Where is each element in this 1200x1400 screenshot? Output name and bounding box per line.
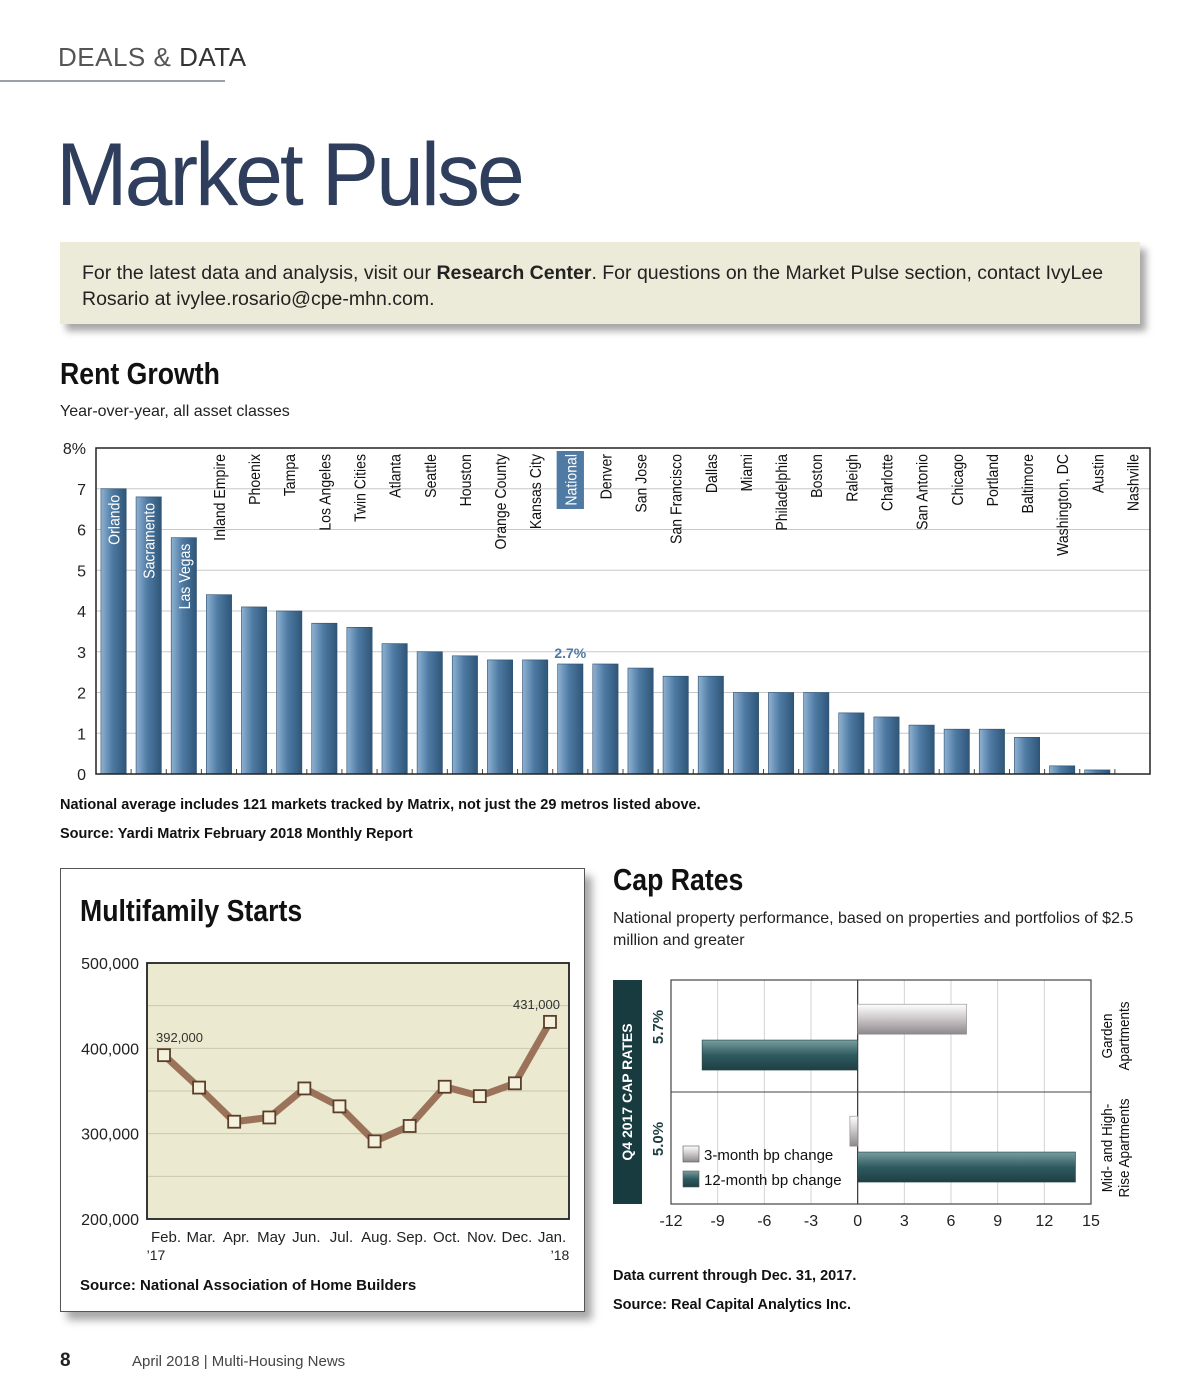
rent-bar [206,595,231,774]
rent-bar [1014,737,1039,774]
rent-bar [277,611,302,774]
rent-category-label: Inland Empire [211,454,230,541]
cap-side-label: Q4 2017 CAP RATES [619,1023,635,1161]
starts-point [439,1081,451,1093]
cap-bar [702,1040,858,1070]
rent-y-tick: 8% [62,441,86,458]
rent-category-label: Houston [457,454,476,507]
cap-rates-note: Data current through Dec. 31, 2017. [613,1268,857,1284]
section-label-deals: DEALS [58,42,146,72]
cap-category-label: Rise Apartments [1116,1098,1134,1198]
starts-y-tick: 300,000 [81,1126,139,1144]
rent-category-label: San Antonio [913,454,932,530]
rent-bar [804,693,829,775]
footer-issue: April 2018 | Multi-Housing News [132,1353,346,1370]
rent-category-label: Boston [808,454,827,498]
section-label-data: DATA [179,42,247,72]
info-text-before: For the latest data and analysis, visit our [82,262,437,284]
starts-y-tick: 200,000 [81,1212,139,1229]
cap-rates-chart [610,970,1170,1240]
starts-x-label: Nov. [466,1229,497,1246]
rent-bar [874,717,899,774]
starts-point [404,1120,416,1132]
cap-bar [858,1004,967,1034]
rent-bar [347,627,372,774]
starts-x-label: Oct. [432,1229,461,1246]
starts-x-label: May [257,1229,286,1246]
rent-category-label: San Jose [632,454,651,513]
starts-x-label: Mar. [186,1229,216,1246]
rent-bar [979,729,1004,774]
starts-x-label: Aug. [361,1229,392,1246]
starts-point [474,1090,486,1102]
section-label-amp: & [153,42,172,72]
cap-category-rate: 5.0% [650,1121,667,1157]
section-divider [0,80,225,82]
cap-legend-swatch [683,1171,699,1187]
rent-bar [487,660,512,774]
info-text [82,260,1127,312]
starts-point-label: 392,000 [156,1030,203,1046]
national-value-annotation: 2.7% [554,644,587,661]
starts-point [369,1135,381,1147]
multifamily-starts-panel [60,868,585,1312]
rent-growth-source: Source: Yardi Matrix February 2018 Monthly Report [60,826,413,842]
cap-legend-label: 3-month bp change [704,1147,834,1164]
starts-point [509,1077,521,1089]
rent-growth-title: Rent Growth [60,356,220,391]
rent-bar [698,676,723,774]
cap-x-tick: -12 [659,1213,683,1230]
cap-x-tick: 9 [993,1213,1003,1230]
rent-category-label: Portland [984,454,1003,507]
cap-category-label: Garden [1099,1013,1117,1059]
starts-point [298,1082,310,1094]
starts-x-year: ’17 [146,1247,166,1263]
rent-y-tick: 6 [77,522,86,540]
rent-category-label: San Francisco [667,454,686,544]
cap-category-label: Apartments [1116,1001,1134,1071]
starts-x-label: Jun. [292,1229,321,1246]
rent-category-label: Tampa [281,454,300,497]
rent-growth-subtitle: Year-over-year, all asset classes [60,403,290,420]
rent-y-tick: 3 [77,644,86,662]
cap-legend-swatch [683,1146,699,1162]
rent-category-label: Orlando [105,494,124,545]
cap-x-tick: -3 [803,1213,819,1230]
multifamily-starts-title: Multifamily Starts [80,893,303,928]
starts-point [193,1082,205,1094]
cap-x-tick: 15 [1082,1213,1100,1230]
rent-category-label: Miami [738,454,757,492]
rent-bar [1050,766,1075,774]
multifamily-starts-source: Source: National Association of Home Builders [80,1277,417,1294]
rent-bar [417,652,442,774]
rent-bar [663,676,688,774]
cap-x-tick: 12 [1035,1213,1054,1230]
starts-x-label: Apr. [222,1229,250,1246]
starts-x-label: Dec. [501,1229,533,1246]
cap-rates-source: Source: Real Capital Analytics Inc. [613,1297,851,1313]
rent-bar [768,693,793,775]
rent-y-tick: 1 [77,726,86,744]
rent-bar [452,656,477,774]
rent-category-label: Atlanta [386,454,405,498]
cap-x-tick: -9 [710,1213,725,1230]
rent-bar [944,729,969,774]
rent-growth-note: National average includes 121 markets tracked by Matrix, not just the 29 metros listed above. [60,797,701,813]
rent-category-label: Denver [597,454,616,500]
rent-bar [593,664,618,774]
rent-bar [523,660,548,774]
starts-y-tick: 500,000 [81,956,139,973]
rent-category-label: Philadelphia [773,454,792,531]
rent-y-tick: 2 [77,685,86,703]
cap-x-tick: 0 [853,1213,863,1230]
cap-bar [858,1152,1076,1182]
rent-category-label: Orange County [492,454,511,550]
rent-bar [312,623,337,774]
starts-point [228,1116,240,1128]
rent-category-label: Dallas [703,454,722,494]
rent-category-label: National [562,454,581,506]
multifamily-starts-chart [61,949,581,1269]
cap-legend-label: 12-month bp change [704,1172,842,1189]
rent-category-label: Las Vegas [176,543,195,610]
starts-point [263,1111,275,1123]
cap-x-tick: 3 [899,1213,909,1230]
rent-category-label: Los Angeles [316,454,335,531]
rent-category-label: Chicago [948,454,968,506]
research-center-link[interactable]: Research Center [436,262,592,284]
section-header [58,42,247,73]
cap-category-label: Mid- and High- [1099,1103,1117,1193]
starts-point-label: 431,000 [513,996,560,1012]
rent-category-label: Twin Cities [351,454,370,523]
rent-y-tick: 7 [77,481,86,499]
cap-x-tick: 6 [946,1213,956,1230]
info-text-after: . For questions on the Market Pulse section, contact IvyLee Rosario at ivylee.rosario@cpe-mhn.com. [82,262,1104,310]
rent-bar [909,725,934,774]
rent-y-tick: 5 [77,563,86,581]
starts-point [544,1016,556,1028]
rent-bar [241,607,266,774]
starts-y-tick: 400,000 [81,1041,139,1059]
rent-category-label: Baltimore [1019,454,1038,514]
rent-bar [628,668,653,774]
rent-bar [382,644,407,774]
cap-bar [850,1116,858,1146]
starts-x-label: Feb. [150,1229,182,1246]
rent-category-label: Seattle [421,454,441,498]
starts-x-year: ’18 [550,1247,570,1263]
starts-x-label: Sep. [396,1229,428,1246]
starts-x-label: Jul. [329,1229,354,1246]
rent-category-label: Kansas City [527,454,546,530]
cap-rates-subtitle: National property performance, based on properties and portfolios of $2.5 million and greater [613,910,1134,949]
rent-bar [733,693,758,775]
rent-y-tick: 0 [77,767,86,784]
rent-bar [558,664,583,774]
info-box [60,242,1140,324]
rent-category-label: Austin [1089,454,1108,494]
rent-category-label: Nashville [1124,454,1143,512]
rent-category-label: Phoenix [246,454,265,505]
rent-bar [839,713,864,774]
rent-growth-chart [40,436,1160,788]
starts-point [158,1049,170,1061]
rent-category-label: Sacramento [140,502,159,579]
cap-rates-title: Cap Rates [613,862,744,897]
rent-y-tick: 4 [77,604,86,621]
starts-x-label: Jan. [537,1229,567,1246]
page-number: 8 [60,1350,71,1371]
cap-category-rate: 5.7% [650,1009,667,1045]
rent-category-label: Charlotte [878,454,897,512]
rent-category-label: Raleigh [843,454,862,502]
cap-x-tick: -6 [757,1213,772,1230]
starts-point [333,1100,345,1112]
page-title: Market Pulse [56,125,522,225]
rent-category-label: Washington, DC [1054,454,1073,556]
